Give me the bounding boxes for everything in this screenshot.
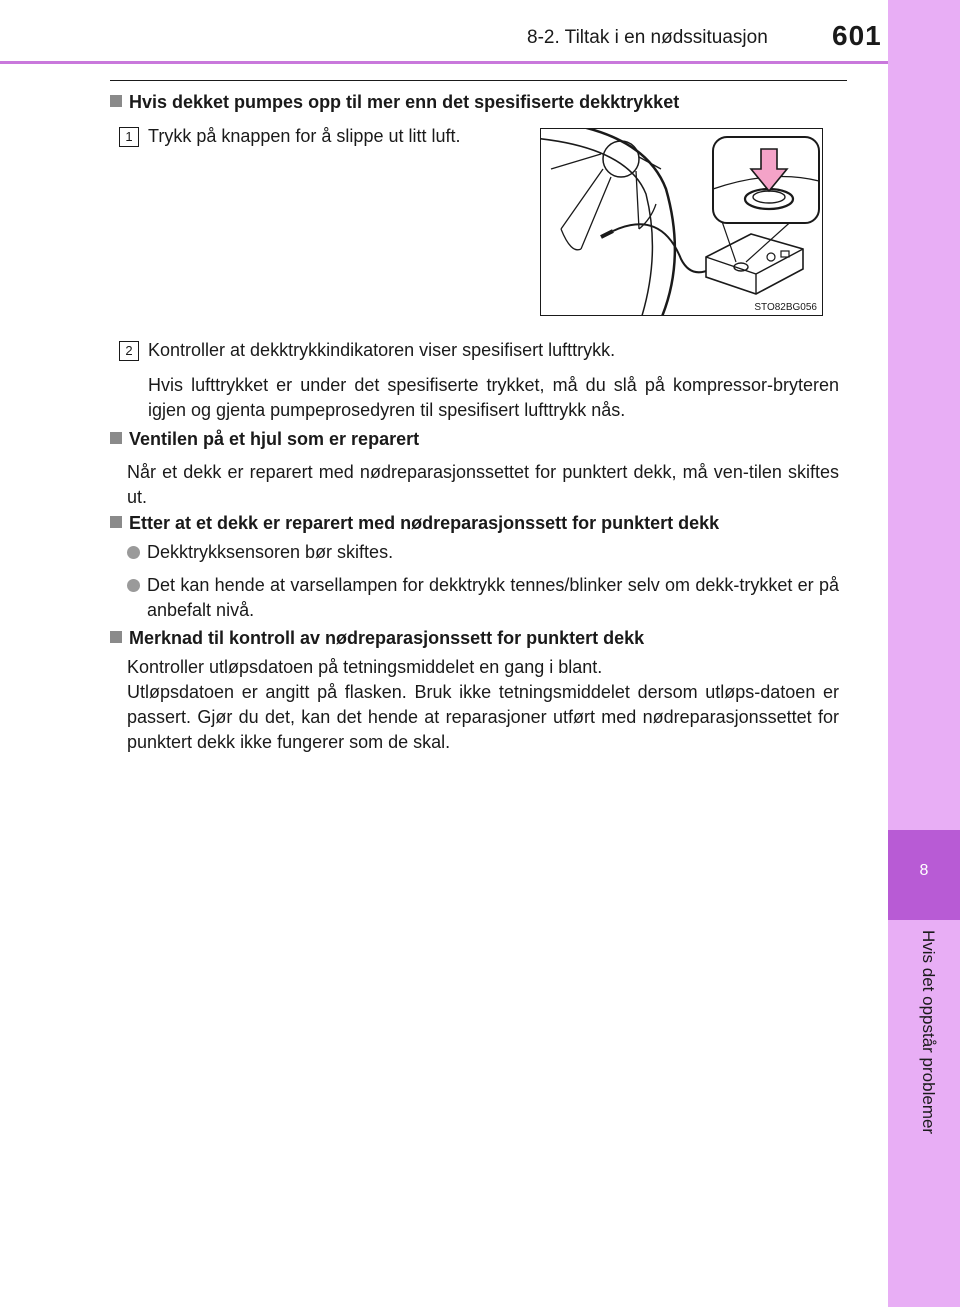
section-heading-overpressure: Hvis dekket pumpes opp til mer enn det spesifiserte dekktrykket [110, 92, 679, 113]
round-bullet-icon [127, 546, 140, 559]
note-paragraph: Utløpsdatoen er angitt på flasken. Bruk ikke tetningsmiddelet dersom utløps-datoen er passert. Gjør du det, kan det hende at reparasjoner utført med nødreparasjonssettet for punktert dekk ikke fungerer som de skal. [127, 682, 839, 752]
section-heading-valve: Ventilen på et hjul som er reparert [110, 429, 419, 450]
square-bullet-icon [110, 432, 122, 444]
section-heading-after-repair: Etter at et dekk er reparert med nødreparasjonssett for punktert dekk [110, 513, 719, 534]
figure-code: STO82BG056 [754, 302, 817, 313]
section-heading-note: Merknad til kontroll av nødreparasjonssett for punktert dekk [110, 628, 644, 649]
header-divider [0, 61, 888, 64]
content-divider [110, 80, 847, 81]
square-bullet-icon [110, 95, 122, 107]
side-tab-chapter-title: Hvis det oppstår problemer [919, 930, 938, 1135]
step-text: Kontroller at dekktrykkindikatoren viser spesifisert lufttrykk. [148, 340, 616, 360]
round-bullet-icon [127, 579, 140, 592]
step-note: Hvis lufttrykket er under det spesifiserte trykket, må du slå på kompressor-bryteren igjen og gjenta pumpeprosedyren til spesifisert lufttrykk nås. [148, 375, 839, 420]
compressor-illustration [540, 128, 823, 316]
side-tab-chapter-number: 8 [919, 862, 929, 879]
square-bullet-icon [110, 516, 122, 528]
step-number-box: 2 [119, 341, 139, 361]
step-number-box: 1 [119, 127, 139, 147]
valve-text: Når et dekk er reparert med nødreparasjonssettet for punktert dekk, må ven-tilen skiftes ut. [127, 462, 839, 507]
bullet-text: Dekktrykksensoren bør skiftes. [147, 542, 394, 562]
square-bullet-icon [110, 631, 122, 643]
note-line: Kontroller utløpsdatoen på tetningsmiddelet en gang i blant. [127, 657, 603, 677]
bullet-text: Det kan hende at varsellampen for dekktrykk tennes/blinker selv om dekk-trykket er på anbefalt nivå. [147, 575, 839, 620]
step-text: Trykk på knappen for å slippe ut litt luft. [148, 126, 461, 146]
tire-compressor-icon [541, 129, 823, 316]
header-section-title: 8-2. Tiltak i en nødssituasjon [527, 27, 768, 48]
page-number: 601 [832, 20, 882, 51]
